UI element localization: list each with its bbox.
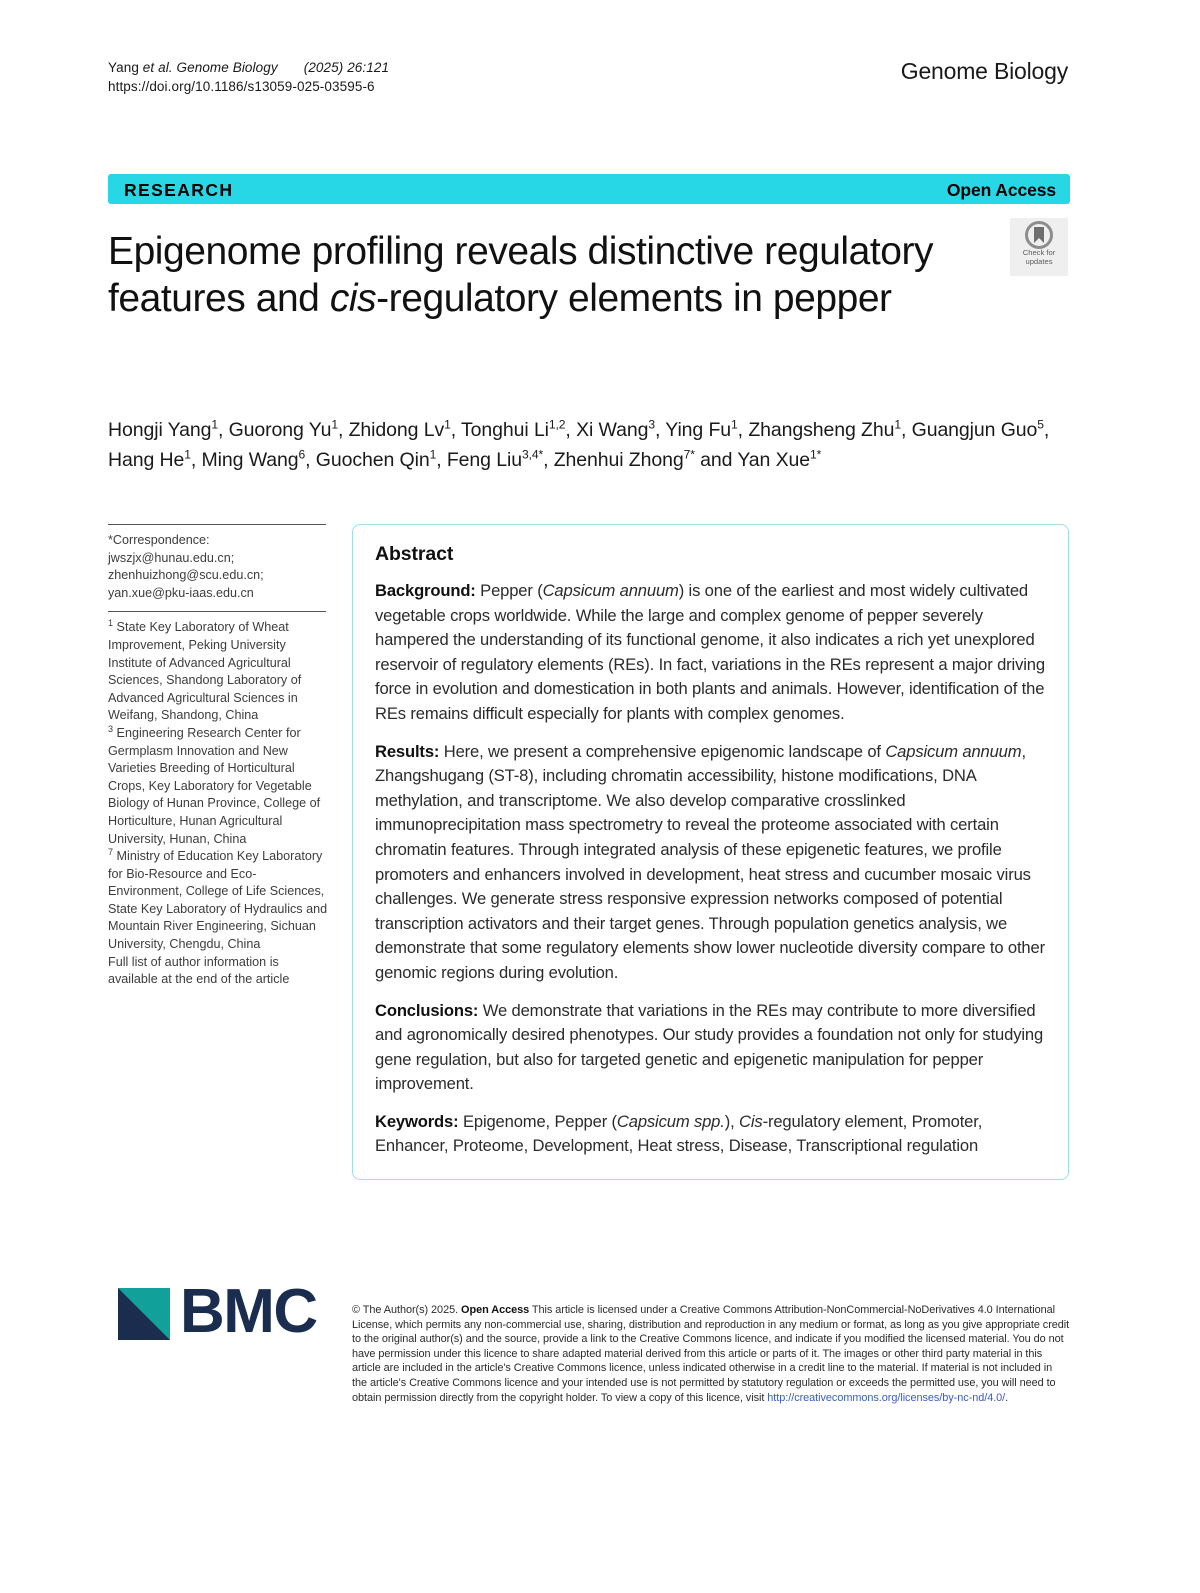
license-body: This article is licensed under a Creative Commons Attribution-NonCommercial-NoDerivatives 4.0 International License, which permits any non-commercial use, sharing, distribution and reproduction in any medium or format, as long as you give appropriate credit to the original author(s) and the source, provide a link to the Creative Commons licence, and indicate if you modified the licensed material. You do not have permission under this licence to share adapted material derived from this article or parts of it. The images or other third party material in this article are included in the article's Creative Commons licence, unless indicated otherwise in a credit line to the material. If material is not included in the article's Creative Commons licence and your intended use is not permitted by statutory regulation or exceeds the permitted use, you will need to obtain permission directly from the copyright holder. To view a copy of this licence, visit [352,1304,1070,1404]
abstract-background [375,579,1046,727]
affiliation-text: Engineering Research Center for Germplasm Innovation and New Varieties Breeding of Horticultural Crops, Key Laboratory for Vegetable Biology of Hunan Province, College of Horticulture, Hunan Agricultural University, Hunan, China [108,725,321,846]
affiliation-marker: 7 [108,846,114,857]
license-copyright: © The Author(s) 2025. [352,1304,462,1316]
affiliation-text: State Key Laboratory of Wheat Improvement, Peking University Institute of Advanced Agricultural Sciences, Shandong Laboratory of Advanced Agricultural Sciences in Weifang, Shandong, China [108,620,302,723]
running-head [108,60,708,94]
bmc-logo-mark-icon [118,1288,170,1345]
bmc-logo-text: BMC [180,1277,317,1346]
affiliation-item [108,725,330,848]
access-bar [108,174,1070,204]
title-part-2: -regulatory elements in pepper [376,277,892,320]
title-part-1: Epigenome profiling reveals distinctive regulatory features and [108,230,934,320]
license-end: . [1005,1391,1009,1404]
author-item[interactable]: Zhangsheng Zhu$^1$ [748,417,901,441]
author-item[interactable]: Hongji Yang$^1$ [108,417,218,441]
author-item[interactable]: Ming Wang$^6$ [201,447,306,471]
keywords-text-a: Epigenome, Pepper ( [458,1111,617,1131]
title-italic-cis: cis [329,277,377,320]
abstract-background-text-a: Pepper ( [475,581,543,600]
doi-link[interactable]: https://doi.org/10.1186/s13059-025-03595-6 [108,79,375,94]
author-item[interactable]: Guangjun Guo$^5$ [911,417,1044,441]
author-item[interactable]: Guorong Yu$^1$ [228,417,338,441]
page-title [108,228,1058,322]
bmc-logo [118,1277,328,1346]
abstract-conclusions [375,999,1046,1097]
affiliation-item [108,619,330,725]
keywords-italic-1: Capsicum spp. [616,1111,725,1131]
affiliation-text: Ministry of Education Key Laboratory for Bio-Resource and Eco-Environment, College of Life Sciences, State Key Laboratory of Hydraulics and Mountain River Engineering, Sichuan University, Chengdu, China [108,849,328,952]
running-head-author: Yang [108,60,143,75]
author-item[interactable]: Ying Fu$^1$ [665,417,738,441]
crossmark-line1: Check for [1022,248,1056,257]
affiliation-marker: 3 [108,723,114,734]
divider [108,524,326,525]
affiliations-block [108,619,330,988]
keywords-text-c: -regulatory element, Promoter, Enhancer, Proteome, Development, Heat stress, Disease, Transcriptional regulation [375,1111,983,1156]
abstract-conclusions-text: We demonstrate that variations in the REs may contribute to more diversified and agronomically desired phenotypes. Our study provides a foundation not only for studying gene regulation, but also for targeted genetic and epigenetic manipulation for pepper improvement. [375,1000,1044,1094]
author-item[interactable]: Tonghui Li$^{1,2}$ [461,417,566,441]
abstract-results [375,740,1046,986]
full-author-info-note: Full list of author information is available at the end of the article [108,954,290,987]
keywords-text-b: ), [724,1111,740,1131]
correspondence-block [108,532,330,602]
crossmark-line2: updates [1025,256,1053,266]
affiliation-item [108,848,330,954]
correspondence-label: *Correspondence: [108,533,210,547]
author-notes-column [108,524,330,989]
divider [108,611,326,612]
abstract-box [352,524,1069,1180]
author-item[interactable]: Hang He$^1$ [108,447,191,471]
author-item[interactable]: Zhidong Lv$^1$ [348,417,451,441]
abstract-results-text-b: , Zhangshugang (ST-8), including chromatin accessibility, histone modifications, DNA methylation, and transcriptome. We also develop comparative crosslinked immunoprecipitation mass spectrometry to reveal the proteome associated with certain chromatin features. Through integrated analysis of these epigenetic features, we profile promoters and enhancers involved in development, heat stress and cucumber mosaic virus challenges. We generate stress responsive expression networks composed of potential transcription activators and their target genes. Through population genetics analysis, we demonstrate that some regulatory elements show lower nucleotide diversity compare to other genomic regions during evolution. [375,741,1045,982]
abstract-results-text-a: Here, we present a comprehensive epigenomic landscape of [439,741,886,761]
author-item[interactable]: Xi Wang$^3$ [576,417,655,441]
open-access-label: Open Access [946,180,1056,200]
author-item[interactable]: Zhenhui Zhong$^{7*}$ [553,447,695,471]
running-head-journal: et al. Genome Biology [142,60,278,75]
abstract-heading: Abstract [375,543,454,565]
keywords-italic-2: Cis [739,1111,763,1131]
abstract-keywords-label: Keywords: [375,1111,459,1131]
abstract-conclusions-label: Conclusions: [375,1000,479,1020]
affiliation-marker: 1 [108,618,114,629]
author-item[interactable]: Guochen Qin$^1$ [315,447,437,471]
author-list: Hongji Yang$^1$, Guorong Yu$^1$, Zhidong Lv$^1$, Tonghui Li$^{1,2}$, Xi Wang$^3$, Ying Fu$^1$, Zhangsheng Zhu$^1$, Guangjun Guo$^5$, Hang He$^1$, Ming Wang$^6$, Guochen Qin$^1$, Feng Liu$^{3,4*}$, Zhenhui Zhong$^{7*}$ and Yan Xue$^{1*}$ [108,417,1050,471]
article-type-label: RESEARCH [124,180,234,200]
abstract-background-label: Background: [375,581,476,600]
abstract-results-label: Results: [375,741,440,761]
license-url-link[interactable]: http://creativecommons.org/licenses/by-nc-nd/4.0/ [767,1391,1006,1404]
abstract-keywords [375,1110,1046,1159]
author-item[interactable]: Feng Liu$^{3,4*}$ [446,447,544,471]
journal-title: Genome Biology [900,58,1068,84]
correspondence-emails[interactable]: jwszjx@hunau.edu.cn; zhenhuizhong@scu.edu.cn; yan.xue@pku-iaas.edu.cn [108,550,264,600]
author-item[interactable]: Yan Xue$^{1*}$ [737,447,822,471]
license-text [352,1303,1070,1405]
abstract-background-text-b: ) is one of the earliest and most widely cultivated vegetable crops worldwide. While the large and complex genome of pepper severely hampered the understanding of its functional genome, it also indicates a rich yet unexplored reservoir of regulatory elements (REs). In fact, variations in the REs represent a major driving force in evolution and domestication in both plants and animals. However, identification of the REs remains difficult especially for plants with complex genomes. [375,581,1045,723]
abstract-background-italic: Capsicum annuum [542,581,679,600]
running-head-citation [108,60,708,75]
running-head-volume: (2025) 26:121 [303,60,390,75]
abstract-results-italic: Capsicum annuum [885,741,1022,761]
license-open-access-label: Open Access [461,1304,530,1316]
